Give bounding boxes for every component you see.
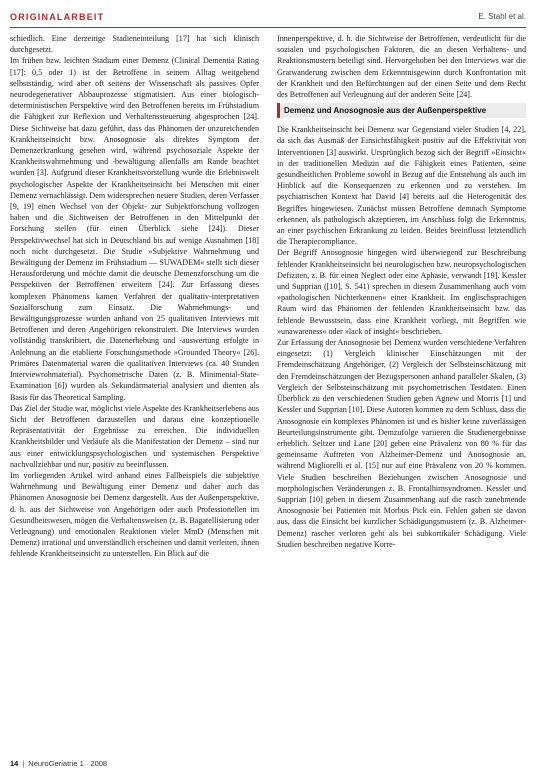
page-header (10, 10, 526, 27)
body-paragraph: Im vorliegenden Artikel wird anhand eines Fallbeispiels die subjektive Wahrnehmung und Bewältigung einer Demenz und daher auch das Phänomen Anosognosie bei Demenz dargestellt. Aus der Außenperspektive, d. h. aus der Sichtweise von Angehörigen oder auch Professionellen im Gesundheitswesen, mögen die Verhaltensweisen (z. B. Bagatellisierung oder Verleugnung) und emotionalen Reaktionen vieler MmD (Menschen mit Demenz) irrational und unverständlich erscheinen und damit verleiten, ihnen fehlende Krankheitseinsicht zu unterstellen. Ein Blick auf die (10, 470, 259, 559)
body-paragraph: Zur Erfassung der Anosognosie bei Demenz wurden verschiedene Verfahren eingesetzt: (1) Vergleich klinischer Einschätzungen mit der Fremdeinschätzung Angehöriger, (2) Vergleich der Selbsteinschätzung mit den Fremdeinschätzungen der Bezugspersonen anhand paralleler Skalen, (3) Vergleich der Selbsteinschätzung mit psychometrischen Testdaten. Einen Überblick zu den verschiedenen Studien geben Agnew und Morris [1] und Kessler und Supprian [10]. Diese Autoren kommen zu dem Schluss, dass die Anosognosie ein komplexes Phänomen ist und es bisher keine zuverlässigen Beurteilungsinstrumente gibt. Demzufolge variieren die Studienergebnisse erheblich. Seltzer und Lane [20] geben eine Prävalenz von 80 % für das gemeinsame Auftreten von Alzheimer-Demenz und Anosognosie an, während Migliorelli et al. [15] nur auf eine Prävalenz von 20 % kommen. Viele Studien beschreiben Beziehungen zwischen Anosognosie und morphologischen Veränderungen z. B. Frontalhirnsyndromen. Kessler und Supprian [10] geben in diesem Zusammenhang auf die rasch zunehmende Anosognosie bei Patienten mit Morbus Pick ein. Fehlen gaben sie davon aus, dass die Einsicht bei kurzlicher Schädigungsmustern (z. B. Alzheimer-Demenz) rascher verloren geht als bei subkortikaler Schädigung. Viele Studien beschreiben negative Korre- (277, 338, 526, 549)
body-paragraph: schiedlich. Eine derzeitige Stadieneinteilung [17] hat sich klinisch durchgesetzt. (10, 34, 259, 55)
body-paragraph: Das Ziel der Studie war, möglichst viele Aspekte des Krankheitserlebens aus Sicht der Betroffenen darzustellen und daraus eine konzeptionelle Repräsentativität der Ergebnisse zu erreichen. Die individuellen Krankheitsbilder und Verläufe als die Manifestation der Demenz – sind nur aus einer entwicklungspsychologischen und systemischen Perspektive nachvollziehbar und nur, positiv zu beeinflussen. (10, 403, 259, 469)
footer-separator-icon: | (22, 758, 25, 768)
body-paragraph: Im frühen bzw. leichten Stadium einer Demenz (Clinical Dementia Rating [17]: 0,5 oder 1) ist der Betroffene in seinem Alltag weitgehend selbstständig, wird aber oft seitens der Wissenschaft als passives Opfer neurodegenerativer Abbauprozesse stigmatisiert. Aus einer biologisch-deterministischen Perspektive wird den Betroffenen bereits im Frühstadium die Fähigkeit zur Reflexion und Verhaltenssteuerung abgesprochen [24]. Diese Sichtweise hat dazu geführt, dass das Phänomen der unzureichenden Krankheitseinsicht bzw. Anosognosie als direktes Symptom der Demenzerkrankung gesehen wird, während psychosoziale Aspekte der Krankheitswahrnehmung und -bewältigung allenfalls am Rande beachtet wurden [3]. Aufgrund dieser Krankheitsvorstellung wurde die Erlebniswelt psychologischer Aspekte der Krankheitseinsicht bei Menschen mit einer Demenz vernachlässigt. Dem widersprechen neuere Studien, deren Verfasser [9, 19] einen Wechsel von der Objekt- zur Subjektforschung vollzogen haben und die Sichtweisen der Betroffenen in den Mittelpunkt der Forschung stellen (für einen Überblick siehe [24]). Dieser Perspektivwechsel hat sich in Deutschland bis auf wenige Ausnahmen [18] noch nicht durchgesetzt. Die Studie »Subjektive Wahrnehmung und Bewältigung der Demenz im Frühstadium — SUWADEM« stellt sich dieser Herausforderung und möchte damit die deutsche Demenzforschung um die Perspektiven der Betroffenen erweitern [24]. Zur Erfassung dieses komplexen Phänomens kamen Verfahren der qualitativ-interpretativen Sozialforschung zum Einsatz. Die Wahrnehmungs- und Bewältigungsprozesse wurden anhand von 25 qualitativen Interviews mit Betroffenen und deren Angehörigen rekonstruiert. Die Interviews wurden vollständig transkribiert, die Datenerhebung und -auswertung erfolgte in Anlehnung an die etablierte Forschungsmethode »Grounded Theory« [26]. Primäres Datenmaterial waren die qualitativen Interviews (ca. 40 Stunden Interviewrohmaterial). Psychometrische Daten (z. B. Minimental-State-Examination [6]) wurden als Sekundärmaterial analysiert und dienten als Basis für das Theoretical Sampling. (10, 56, 259, 402)
body-paragraph: Innenperspektive, d. h. die Sichtweise der Betroffenen, verdeutlicht für die sozialen und psychologischen Faktoren, die an diesen Verhaltens- und Reaktionsmustern beteiligt sind. Hervorgehoben bei den Interviews war die Gratwanderung zwischen dem Erkenntnisgewinn durch Konfrontation mit der Krankheit und den Befürchtungen auf der einen Seite und dem Recht des Betroffenen auf Verleugnung auf der anderen Seite [24]. (277, 34, 526, 100)
page-number: 14 (10, 758, 19, 768)
body-paragraph: Der Begriff Anosognosie hingegen wird überwiegend zur Beschreibung fehlender Krankheitseinsicht bei neurologischen bzw. neuropsychologischen Defiziten, z. B. für einen Neglect oder eine Aphasie, verwandt [19]. Kessler und Supprian ([10], S. 541) sprechen in diesem Zusammenhang auch vom »pathologischen Nichterkennen« einer Krankheit. Im englischsprachigen Raum wird das Phänomen der fehlenden Krankheitseinsicht bzw. das fehlende Bewusstsein, dass eine Krankheit vorliegt, mit Begriffen wie »unawareness« oder »lack of insight« beschrieben. (277, 248, 526, 336)
left-column (10, 33, 259, 751)
section-subheading: Demenz und Anosognosie aus der Außenperspektive (277, 103, 526, 118)
running-head-authors: E. Stahl et al. (478, 12, 526, 21)
section-label: ORIGINALARBEIT (10, 12, 105, 22)
right-column (277, 33, 526, 751)
body-paragraph: Die Krankheitseinsicht bei Demenz war Gegenstand vieler Studien [4, 22], da sich das Ausmaß der Einsichtsfähigkeit positiv auf die Effektivität von Interventionen [3] auswirkt. Ursprünglich bezog sich der Begriff »Einsicht« in der traditionellen Medizin auf die Fähigkeit eines Patienten, seine gesundheitlichen Probleme sowohl in Bezug auf die Entstehung als auch im Hinblick auf die Konsequenzen zu erkennen und zu verstehen. Im psychiatrischen Kontext hat David [4] bereits auf die Heterogenität des Begriffes hingewiesen. Zunächst müssen Betroffene demnach Symptome erkennen, als pathologisch akzeptieren, im Anschluss folgt die Erkenntnis, an einer psychischen Erkrankung zu leiden. Beides beeinflusst letztendlich die Therapiecompliance. (277, 125, 526, 247)
page-footer (10, 757, 310, 769)
header-rule (10, 27, 526, 28)
journal-name: NeuroGeriatrie 1 · 2008 (28, 758, 108, 768)
